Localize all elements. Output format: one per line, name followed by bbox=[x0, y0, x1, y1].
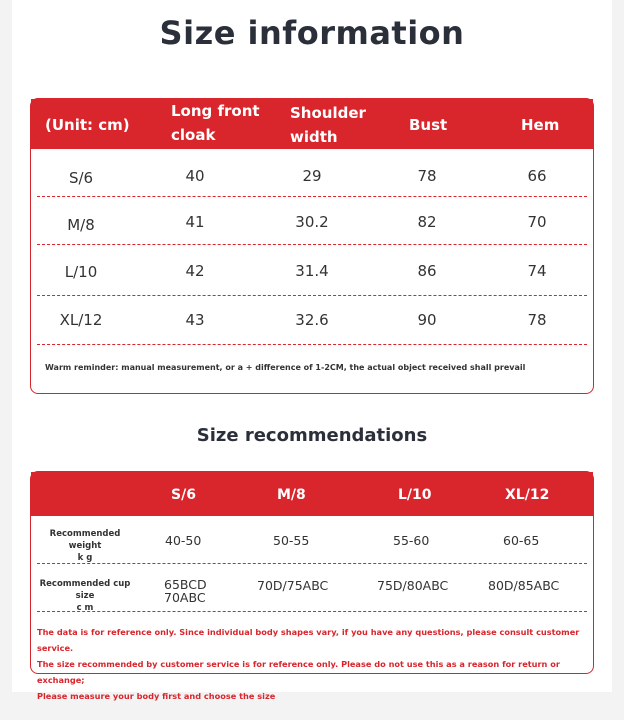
bust-cell: 86 bbox=[417, 262, 437, 280]
recommendations-header bbox=[31, 472, 593, 516]
rec-col-s6: S/6 bbox=[171, 487, 196, 503]
disclaimer-notes bbox=[37, 624, 589, 704]
hem-cell: 70 bbox=[527, 213, 547, 231]
recommendations-title: Size recommendations bbox=[196, 425, 428, 446]
col-shoulder-width-line1: Shoulder bbox=[290, 104, 366, 122]
shoulder-width-cell: 32.6 bbox=[295, 311, 329, 329]
weight-label bbox=[33, 528, 137, 564]
cup-cell bbox=[164, 578, 207, 604]
cup-cell: 70D/75ABC bbox=[257, 578, 329, 593]
unit-label: (Unit: cm) bbox=[45, 116, 130, 134]
col-bust: Bust bbox=[409, 116, 448, 134]
disclaimer-line: Please measure your body first and choose the size bbox=[37, 691, 276, 701]
warm-reminder: Warm reminder: manual measurement, or a + difference of 1-2CM, the actual object received shall prevail bbox=[45, 363, 526, 372]
long-front-cloak-cell: 41 bbox=[185, 213, 205, 231]
recommendations-table bbox=[30, 471, 594, 701]
hem-cell: 66 bbox=[527, 167, 547, 185]
shoulder-width-cell: 30.2 bbox=[295, 213, 329, 231]
bust-cell: 90 bbox=[417, 311, 437, 329]
cup-label-line1: Recommended cup size bbox=[39, 579, 131, 601]
size-cell: XL/12 bbox=[59, 311, 103, 329]
size-cell: M/8 bbox=[67, 216, 95, 234]
cup-cell-line2: 70ABC bbox=[164, 590, 206, 605]
weight-cell: 50-55 bbox=[273, 533, 310, 548]
col-long-front-cloak-line1: Long front bbox=[171, 102, 260, 120]
long-front-cloak-cell: 40 bbox=[185, 167, 205, 185]
row-divider bbox=[37, 196, 587, 197]
weight-cell: 55-60 bbox=[393, 533, 430, 548]
size-table-header bbox=[31, 99, 593, 149]
weight-cell: 60-65 bbox=[503, 533, 540, 548]
row-divider bbox=[37, 611, 587, 612]
col-shoulder-width-line2: width bbox=[290, 128, 338, 146]
cup-cell: 80D/85ABC bbox=[488, 578, 560, 593]
col-long-front-cloak bbox=[171, 99, 260, 147]
hem-cell: 74 bbox=[527, 262, 547, 280]
bust-cell: 78 bbox=[417, 167, 437, 185]
shoulder-width-cell: 31.4 bbox=[295, 262, 329, 280]
row-divider bbox=[37, 344, 587, 345]
page-title: Size information bbox=[159, 14, 465, 52]
weight-label-line2: k g bbox=[77, 553, 93, 563]
bust-cell: 82 bbox=[417, 213, 437, 231]
hem-cell: 78 bbox=[527, 311, 547, 329]
row-divider bbox=[37, 563, 587, 564]
row-divider bbox=[37, 244, 587, 245]
col-long-front-cloak-line2: cloak bbox=[171, 126, 216, 144]
cup-cell-line1: 65BCD bbox=[164, 577, 207, 592]
long-front-cloak-cell: 43 bbox=[185, 311, 205, 329]
long-front-cloak-cell: 42 bbox=[185, 262, 205, 280]
cup-label-line2: c m bbox=[76, 603, 94, 613]
size-cell: L/10 bbox=[64, 263, 98, 281]
cup-cell: 75D/80ABC bbox=[377, 578, 449, 593]
weight-cell: 40-50 bbox=[165, 533, 202, 548]
size-table bbox=[30, 98, 594, 394]
shoulder-width-cell: 29 bbox=[302, 167, 322, 185]
disclaimer-line: The size recommended by customer service is for reference only. Please do not use this as a reason for return or exchange; bbox=[37, 659, 560, 685]
rec-col-m8: M/8 bbox=[277, 487, 306, 503]
rec-col-xl12: XL/12 bbox=[505, 487, 550, 503]
rec-col-l10: L/10 bbox=[398, 487, 432, 503]
size-cell: S/6 bbox=[68, 169, 94, 187]
col-hem: Hem bbox=[521, 116, 560, 134]
col-shoulder-width bbox=[290, 101, 366, 149]
disclaimer-line: The data is for reference only. Since individual body shapes vary, if you have any questions, please consult customer service. bbox=[37, 627, 580, 653]
row-divider bbox=[37, 295, 587, 296]
cup-label bbox=[33, 578, 137, 614]
weight-label-line1: Recommended weight bbox=[49, 529, 121, 551]
